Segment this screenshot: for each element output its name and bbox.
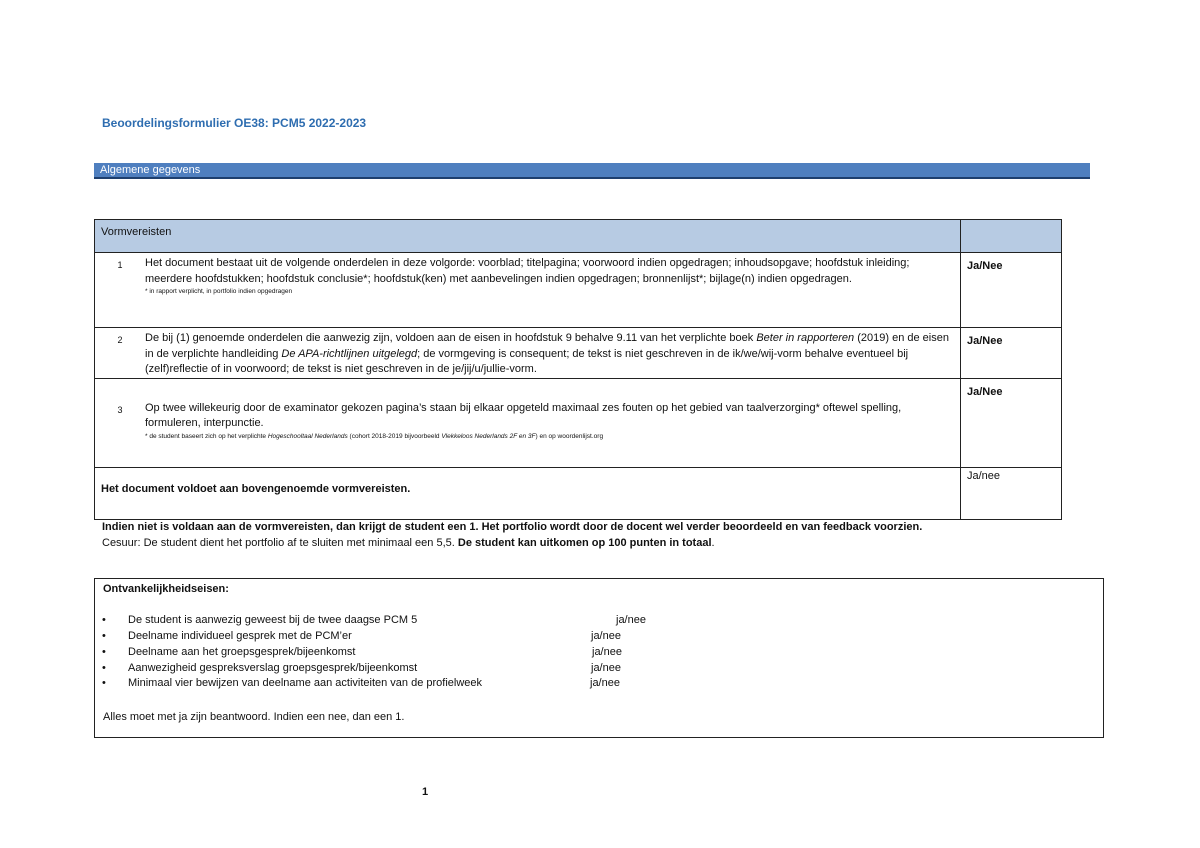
section-header-algemene-gegevens: Algemene gegevens xyxy=(94,163,1090,179)
answer-ja-nee: ja/nee xyxy=(591,630,621,642)
bullet-icon: • xyxy=(102,614,106,626)
answer-ja-nee: Ja/Nee xyxy=(967,260,1003,272)
answer-ja-nee: ja/nee xyxy=(591,662,621,674)
item-footnote: * in rapport verplicht, in portfolio indien opgedragen xyxy=(145,288,293,295)
answer-ja-nee: ja/nee xyxy=(616,614,646,626)
table-header-row xyxy=(95,220,1062,253)
conclusion-text: Het document voldoet aan bovengenoemde vormvereisten. xyxy=(101,482,411,495)
item-number: 3 xyxy=(117,404,123,415)
ontvankelijkheid-footer: Alles moet met ja zijn beantwoord. Indien een nee, dan een 1. xyxy=(103,711,405,723)
answer-ja-nee: Ja/Nee xyxy=(967,335,1003,347)
note-line-1: Indien niet is voldaan aan de vormvereisten, dan krijgt de student een 1. Het portfolio wordt door de docent wel verder beoordeeld en van feedback voorzien. xyxy=(102,521,923,533)
item-footnote: * de student baseert zich op het verplichte Hogeschooltaal Nederlands (cohort 2018-2019 bijvoorbeeld Vlekkeloos Nederlands 2F en 3F) en op woordenlijst.org xyxy=(145,432,604,440)
page-number: 1 xyxy=(422,786,429,798)
book-title: Beter in rapporteren xyxy=(756,332,855,344)
note-total-points: De student kan uitkomen op 100 punten in totaal xyxy=(457,537,712,549)
item-text: De bij (1) genoemde onderdelen die aanwezig zijn, voldoen aan de eisen in hoofdstuk 9 behalve 9.11 van het verplichte boek Beter in rapporteren (2019) en de eisen in de verplichte handleiding De APA-richtlijnen uitgelegd; de vormgeving is consequent; de tekst is niet geschreven in de ik/we/wij-vorm behalve eventueel bij (zelf)reflectie of in voorwoord; de tekst is niet geschreven in de je/jij/u/jullie-vorm. xyxy=(145,332,949,375)
vormvereisten-table xyxy=(94,219,1062,520)
answer-ja-nee: ja/nee xyxy=(592,646,622,658)
vormvereisten-heading: Vormvereisten xyxy=(101,226,172,238)
cesuur-note: Indien niet is voldaan aan de vormvereisten, dan krijgt de student een 1. Het portfolio wordt door de docent wel verder beoordeeld en van feedback voorzien. Cesuur: De student dient het portfolio af te sluiten met minimaal een 5,5. De student kan uitkomen op 100 punten in totaal. xyxy=(102,521,923,549)
ontvankelijkheid-title: Ontvankelijkheidseisen: xyxy=(103,583,229,595)
conclusion-answer: Ja/nee xyxy=(967,469,1001,482)
bullet-icon: • xyxy=(102,677,106,689)
item-number: 2 xyxy=(117,335,123,345)
table-row xyxy=(95,467,1062,519)
answer-ja-nee: ja/nee xyxy=(590,677,620,689)
item-text: Het document bestaat uit de volgende onderdelen in deze volgorde: voorblad; titelpagina; voorwoord indien opgedragen; inhoudsopgave; hoofdstuk inleiding; meerdere hoofdstukken; hoofdstuk conclusie*; hoofdstuk(ken) met aanbevelingen indien opgedragen; bronnenlijst*; bijlage(n) indien opgedragen. xyxy=(145,257,910,285)
bullet-icon: • xyxy=(102,646,106,658)
note-cesuur-label: Cesuur xyxy=(102,537,138,549)
answer-ja-nee: Ja/Nee xyxy=(967,385,1003,398)
table-row xyxy=(95,378,1062,467)
handbook-title: De APA-richtlijnen uitgelegd xyxy=(281,347,418,360)
bullet-icon: • xyxy=(102,630,106,642)
item-number: 1 xyxy=(117,260,123,270)
document-title: Beoordelingsformulier OE38: PCM5 2022-2023 xyxy=(102,116,367,130)
bullet-icon: • xyxy=(102,662,106,674)
ontvankelijkheidseisen-box: Ontvankelijkheidseisen: • De student is aanwezig geweest bij de twee daagse PCM 5 ja/nee • Deelname individueel gesprek met de PCM’er ja/nee • Deelname aan het groepsgesprek/bijeenkomst ja/nee • Aanwezigheid gespreksverslag groepsgesprek/bijeenkomst ja/nee • Minimaal vier bewijzen van deelname aan activiteiten van de profielweek ja/nee Alles moet met ja zijn beantwoord. Indien een nee, dan een 1. xyxy=(94,578,1104,738)
table-row xyxy=(95,253,1062,328)
table-row xyxy=(95,328,1062,379)
item-text: Op twee willekeurig door de examinator gekozen pagina’s staan bij elkaar opgeteld maximaal zes fouten op het gebied van taalverzorging* oftewel spelling, formuleren, interpunctie. xyxy=(145,401,902,429)
